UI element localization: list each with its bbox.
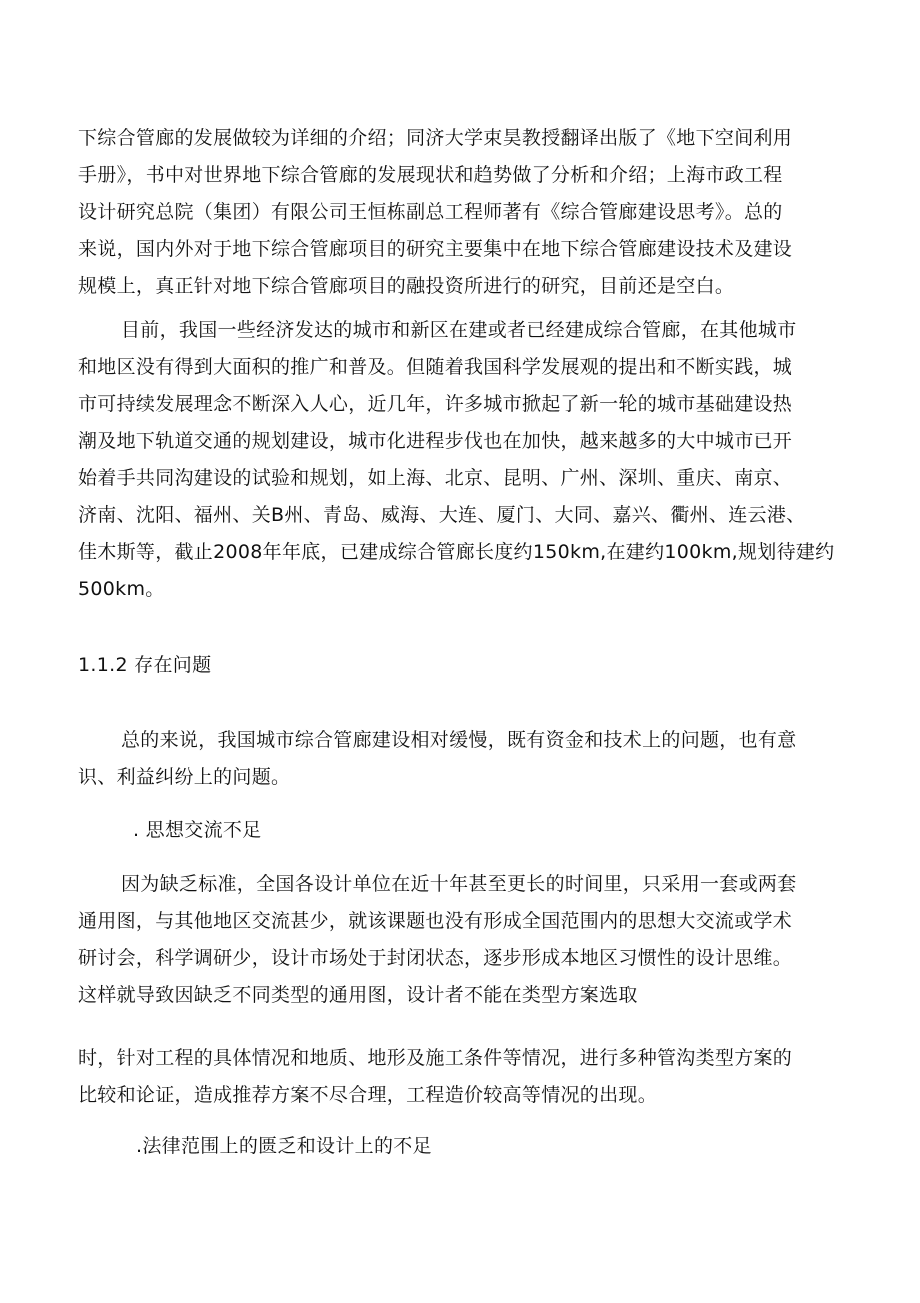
subheading: . 思想交流不足 [133,819,262,841]
paragraph-line: 比较和论证，造成推荐方案不尽合理，工程造价较高等情况的出现。 [78,1084,658,1106]
paragraph-line: 设计研究总院（集团）有限公司王恒栋副总工程师著有《综合管廊建设思考》。总的 [78,201,783,223]
section-heading: 1.1.2 存在问题 [78,654,212,676]
paragraph-line: 规模上，真正针对地下综合管廊项目的融投资所进行的研究，目前还是空白。 [78,275,735,297]
paragraph-line: 这样就导致因缺乏不同类型的通用图，设计者不能在类型方案选取 [78,984,638,1006]
paragraph-line: 目前，我国一些经济发达的城市和新区在建或者已经建成综合管廊，在其他城市 [121,319,797,341]
subheading: .法律范围上的匮乏和设计上的不足 [136,1135,432,1157]
paragraph-line: 识、利益纠纷上的问题。 [78,766,291,788]
paragraph-line: 下综合管廊的发展做较为详细的介绍；同济大学束昊教授翻译出版了《地下空间利用 [78,127,793,149]
paragraph-line: 市可持续发展理念不断深入人心，近几年，许多城市掀起了新一轮的城市基础建设热 [78,393,793,415]
paragraph-line: 潮及地下轨道交通的规划建设，城市化进程步伐也在加快，越来越多的大中城市已开 [78,430,793,452]
paragraph-line: 500km。 [78,578,165,600]
paragraph-line: 因为缺乏标准，全国各设计单位在近十年甚至更长的时间里，只采用一套或两套 [121,873,797,895]
paragraph-line: 时，针对工程的具体情况和地质、地形及施工条件等情况，进行多种管沟类型方案的 [78,1047,793,1069]
paragraph-line: 和地区没有得到大面积的推广和普及。但随着我国科学发展观的提出和不断实践，城 [78,356,793,378]
paragraph-line: 研讨会，科学调研少，设计市场处于封闭状态，逐步形成本地区习惯性的设计思维。 [78,947,793,969]
paragraph-line: 手册》，书中对世界地下综合管廊的发展现状和趋势做了分析和介绍；上海市政工程 [78,164,783,186]
paragraph-line: 通用图，与其他地区交流甚少，就该课题也没有形成全国范围内的思想大交流或学术 [78,910,793,932]
paragraph-line: 始着手共同沟建设的试验和规划，如上海、北京、昆明、广州、深圳、重庆、南京、 [78,467,793,489]
paragraph-line: 总的来说，我国城市综合管廊建设相对缓慢，既有资金和技术上的问题，也有意 [121,729,797,751]
paragraph-line: 佳木斯等，截止2008年年底，已建成综合管廊长度约150km,在建约100km,规划待建约 [78,541,835,563]
paragraph-line: 来说，国内外对于地下综合管廊项目的研究主要集中在地下综合管廊建设技术及建设 [78,238,793,260]
paragraph-line: 济南、沈阳、福州、关B州、青岛、威海、大连、厦门、大同、嘉兴、衢州、连云港、 [78,504,806,526]
